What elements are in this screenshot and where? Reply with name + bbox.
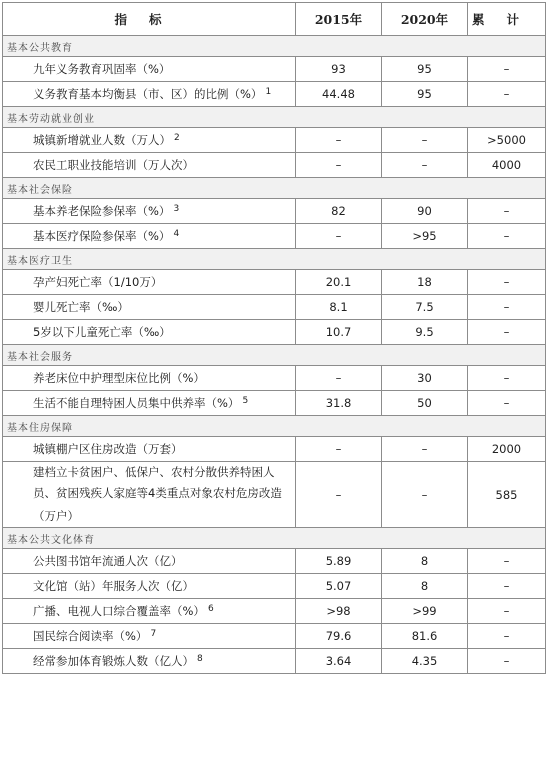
value-total: 4000 [468, 153, 546, 178]
value-2015: – [296, 366, 382, 391]
value-2020: 9.5 [382, 320, 468, 345]
value-2015: 20.1 [296, 270, 382, 295]
table-row [3, 574, 546, 599]
value-2015: 3.64 [296, 649, 382, 674]
indicator-name: 城镇棚户区住房改造（万套） [3, 437, 296, 462]
section-title: 基本社会保险 [3, 178, 546, 199]
indicator-name: 国民综合阅读率（%） $^7$ [3, 624, 296, 649]
indicator-name: 建档立卡贫困户、低保户、农村分散供养特困人员、贫困残疾人家庭等4类重点对象农村危房改造（万户） [3, 462, 296, 528]
value-2020: 18 [382, 270, 468, 295]
value-2015: 31.8 [296, 391, 382, 416]
table-row [3, 599, 546, 624]
value-2015: 10.7 [296, 320, 382, 345]
value-2020: – [382, 153, 468, 178]
footnote-mark: 6 [207, 604, 214, 614]
value-2020: 81.6 [382, 624, 468, 649]
indicator-name: 养老床位中护理型床位比例（%） [3, 366, 296, 391]
value-total: – [468, 224, 546, 249]
table-row [3, 270, 546, 295]
value-2015: – [296, 153, 382, 178]
value-total: 585 [468, 462, 546, 528]
section-title: 基本公共文化体育 [3, 528, 546, 549]
table-row [3, 320, 546, 345]
value-2015: 5.89 [296, 549, 382, 574]
value-2015: – [296, 128, 382, 153]
table-row [3, 295, 546, 320]
value-total: – [468, 624, 546, 649]
indicator-name: 公共图书馆年流通人次（亿） [3, 549, 296, 574]
value-total: – [468, 320, 546, 345]
value-2015: – [296, 437, 382, 462]
value-total: >5000 [468, 128, 546, 153]
value-total: – [468, 599, 546, 624]
value-total: – [468, 366, 546, 391]
section-title: 基本公共教育 [3, 36, 546, 57]
value-2020: >99 [382, 599, 468, 624]
indicator-name: 九年义务教育巩固率（%） [3, 57, 296, 82]
value-2020: – [382, 128, 468, 153]
table-row [3, 199, 546, 224]
section-title: 基本医疗卫生 [3, 249, 546, 270]
section-row [3, 36, 546, 57]
value-2020: – [382, 462, 468, 528]
table-row [3, 153, 546, 178]
value-2015: 5.07 [296, 574, 382, 599]
indicator-name: 经常参加体育锻炼人数（亿人） $^8$ [3, 649, 296, 674]
value-2020: – [382, 437, 468, 462]
indicator-name: 义务教育基本均衡县（市、区）的比例（%） $^1$ [3, 82, 296, 107]
table-row [3, 57, 546, 82]
indicator-name: 广播、电视人口综合覆盖率（%） $^6$ [3, 599, 296, 624]
indicator-name: 基本养老保险参保率（%） $^3$ [3, 199, 296, 224]
value-total: – [468, 649, 546, 674]
footnote-mark: 8 [197, 654, 203, 664]
table-row [3, 437, 546, 462]
indicator-name: 文化馆（站）年服务人次（亿） [3, 574, 296, 599]
value-2020: 4.35 [382, 649, 468, 674]
value-2020: >95 [382, 224, 468, 249]
section-row [3, 528, 546, 549]
value-2015: 79.6 [296, 624, 382, 649]
indicator-name: 城镇新增就业人数（万人） $^2$ [3, 128, 296, 153]
footnote-mark: 1 [265, 87, 272, 97]
table-row [3, 366, 546, 391]
footnote-mark: 5 [242, 396, 249, 406]
indicator-name: 婴儿死亡率（‰） [3, 295, 296, 320]
table-row [3, 649, 546, 674]
indicator-name: 孕产妇死亡率（1/10万） [3, 270, 296, 295]
table-row [3, 624, 546, 649]
value-2015: 82 [296, 199, 382, 224]
value-total: – [468, 82, 546, 107]
value-2015: >98 [296, 599, 382, 624]
value-2020: 50 [382, 391, 468, 416]
section-row [3, 107, 546, 128]
section-row [3, 345, 546, 366]
indicator-name: 农民工职业技能培训（万人次） [3, 153, 296, 178]
footnote-mark: 3 [173, 204, 180, 214]
indicator-name: 生活不能自理特困人员集中供养率（%） $^5$ [3, 391, 296, 416]
value-2020: 95 [382, 57, 468, 82]
value-total: 2000 [468, 437, 546, 462]
value-2020: 90 [382, 199, 468, 224]
header-total: 累计 [468, 3, 546, 36]
value-2015: – [296, 224, 382, 249]
value-2020: 8 [382, 549, 468, 574]
table-row [3, 549, 546, 574]
section-title: 基本社会服务 [3, 345, 546, 366]
value-total: – [468, 391, 546, 416]
value-2020: 95 [382, 82, 468, 107]
footnote-mark: 4 [173, 229, 180, 239]
value-2020: 30 [382, 366, 468, 391]
table-row [3, 128, 546, 153]
table-row [3, 224, 546, 249]
section-title: 基本住房保障 [3, 416, 546, 437]
header-indicator: 指标 [3, 3, 296, 36]
value-2020: 8 [382, 574, 468, 599]
indicator-name: 5岁以下儿童死亡率（‰） [3, 320, 296, 345]
table-header-row [3, 3, 546, 36]
value-total: – [468, 270, 546, 295]
value-total: – [468, 199, 546, 224]
footnote-mark: 2 [174, 133, 180, 143]
value-total: – [468, 57, 546, 82]
value-2015: 44.48 [296, 82, 382, 107]
section-row [3, 178, 546, 199]
section-row [3, 249, 546, 270]
value-2015: – [296, 462, 382, 528]
value-total: – [468, 574, 546, 599]
indicator-name: 基本医疗保险参保率（%） $^4$ [3, 224, 296, 249]
value-2020: 7.5 [382, 295, 468, 320]
header-2015: 2015年 [296, 3, 382, 36]
table-row [3, 391, 546, 416]
footnote-mark: 7 [150, 629, 157, 639]
value-total: – [468, 549, 546, 574]
table-row [3, 462, 546, 528]
table-row [3, 82, 546, 107]
value-2015: 93 [296, 57, 382, 82]
header-2020: 2020年 [382, 3, 468, 36]
section-title: 基本劳动就业创业 [3, 107, 546, 128]
section-row [3, 416, 546, 437]
indicator-table [2, 2, 546, 674]
value-total: – [468, 295, 546, 320]
value-2015: 8.1 [296, 295, 382, 320]
